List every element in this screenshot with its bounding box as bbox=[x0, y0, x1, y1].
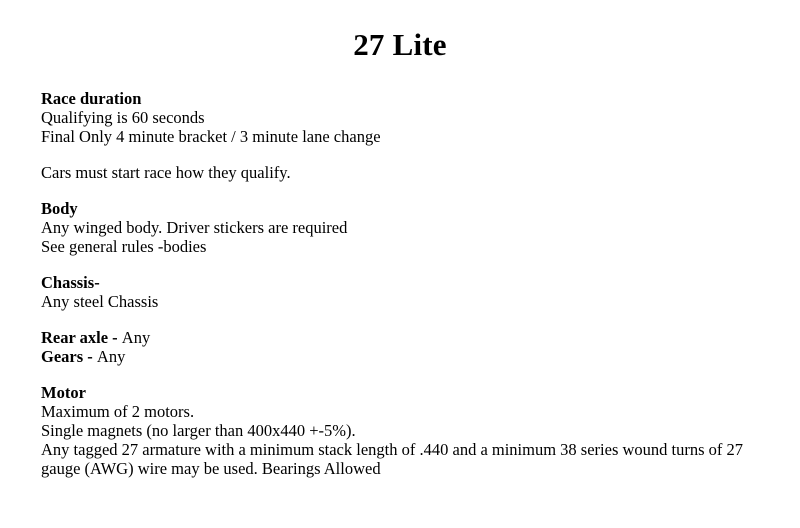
gears-label: Gears - bbox=[41, 347, 97, 366]
section-chassis bbox=[41, 273, 770, 311]
section-line: Any tagged 27 armature with a minimum stack length of .440 and a minimum 38 series wound turns of 27 gauge (AWG) wire may be used. Bearings Allowed bbox=[41, 440, 748, 478]
page-title: 27 Lite bbox=[353, 27, 447, 62]
rear-axle-value: Any bbox=[121, 328, 151, 347]
section-line: Single magnets (no larger than 400x440 +-5%). bbox=[41, 421, 356, 440]
section-line: Any steel Chassis bbox=[41, 292, 159, 311]
section-motor bbox=[41, 383, 770, 478]
section-heading: Race duration bbox=[41, 89, 142, 108]
section-line: Any winged body. Driver stickers are required bbox=[41, 218, 348, 237]
section-line: Cars must start race how they qualify. bbox=[41, 163, 291, 182]
section-line: Final Only 4 minute bracket / 3 minute lane change bbox=[41, 127, 381, 146]
document-body bbox=[0, 63, 800, 478]
section-heading: Chassis- bbox=[41, 273, 100, 292]
section-start-note bbox=[41, 163, 770, 182]
section-rear-axle-gears bbox=[41, 328, 770, 366]
gears-value: Any bbox=[96, 347, 126, 366]
rear-axle-label: Rear axle - bbox=[41, 328, 122, 347]
section-heading: Body bbox=[41, 199, 78, 218]
section-line: Maximum of 2 motors. bbox=[41, 402, 195, 421]
section-line-rear-axle bbox=[41, 328, 770, 347]
section-heading: Motor bbox=[41, 383, 86, 402]
section-line: See general rules -bodies bbox=[41, 237, 207, 256]
section-race-duration bbox=[41, 89, 770, 146]
section-line-gears bbox=[41, 347, 770, 366]
section-body bbox=[41, 199, 770, 256]
section-line: Qualifying is 60 seconds bbox=[41, 108, 205, 127]
